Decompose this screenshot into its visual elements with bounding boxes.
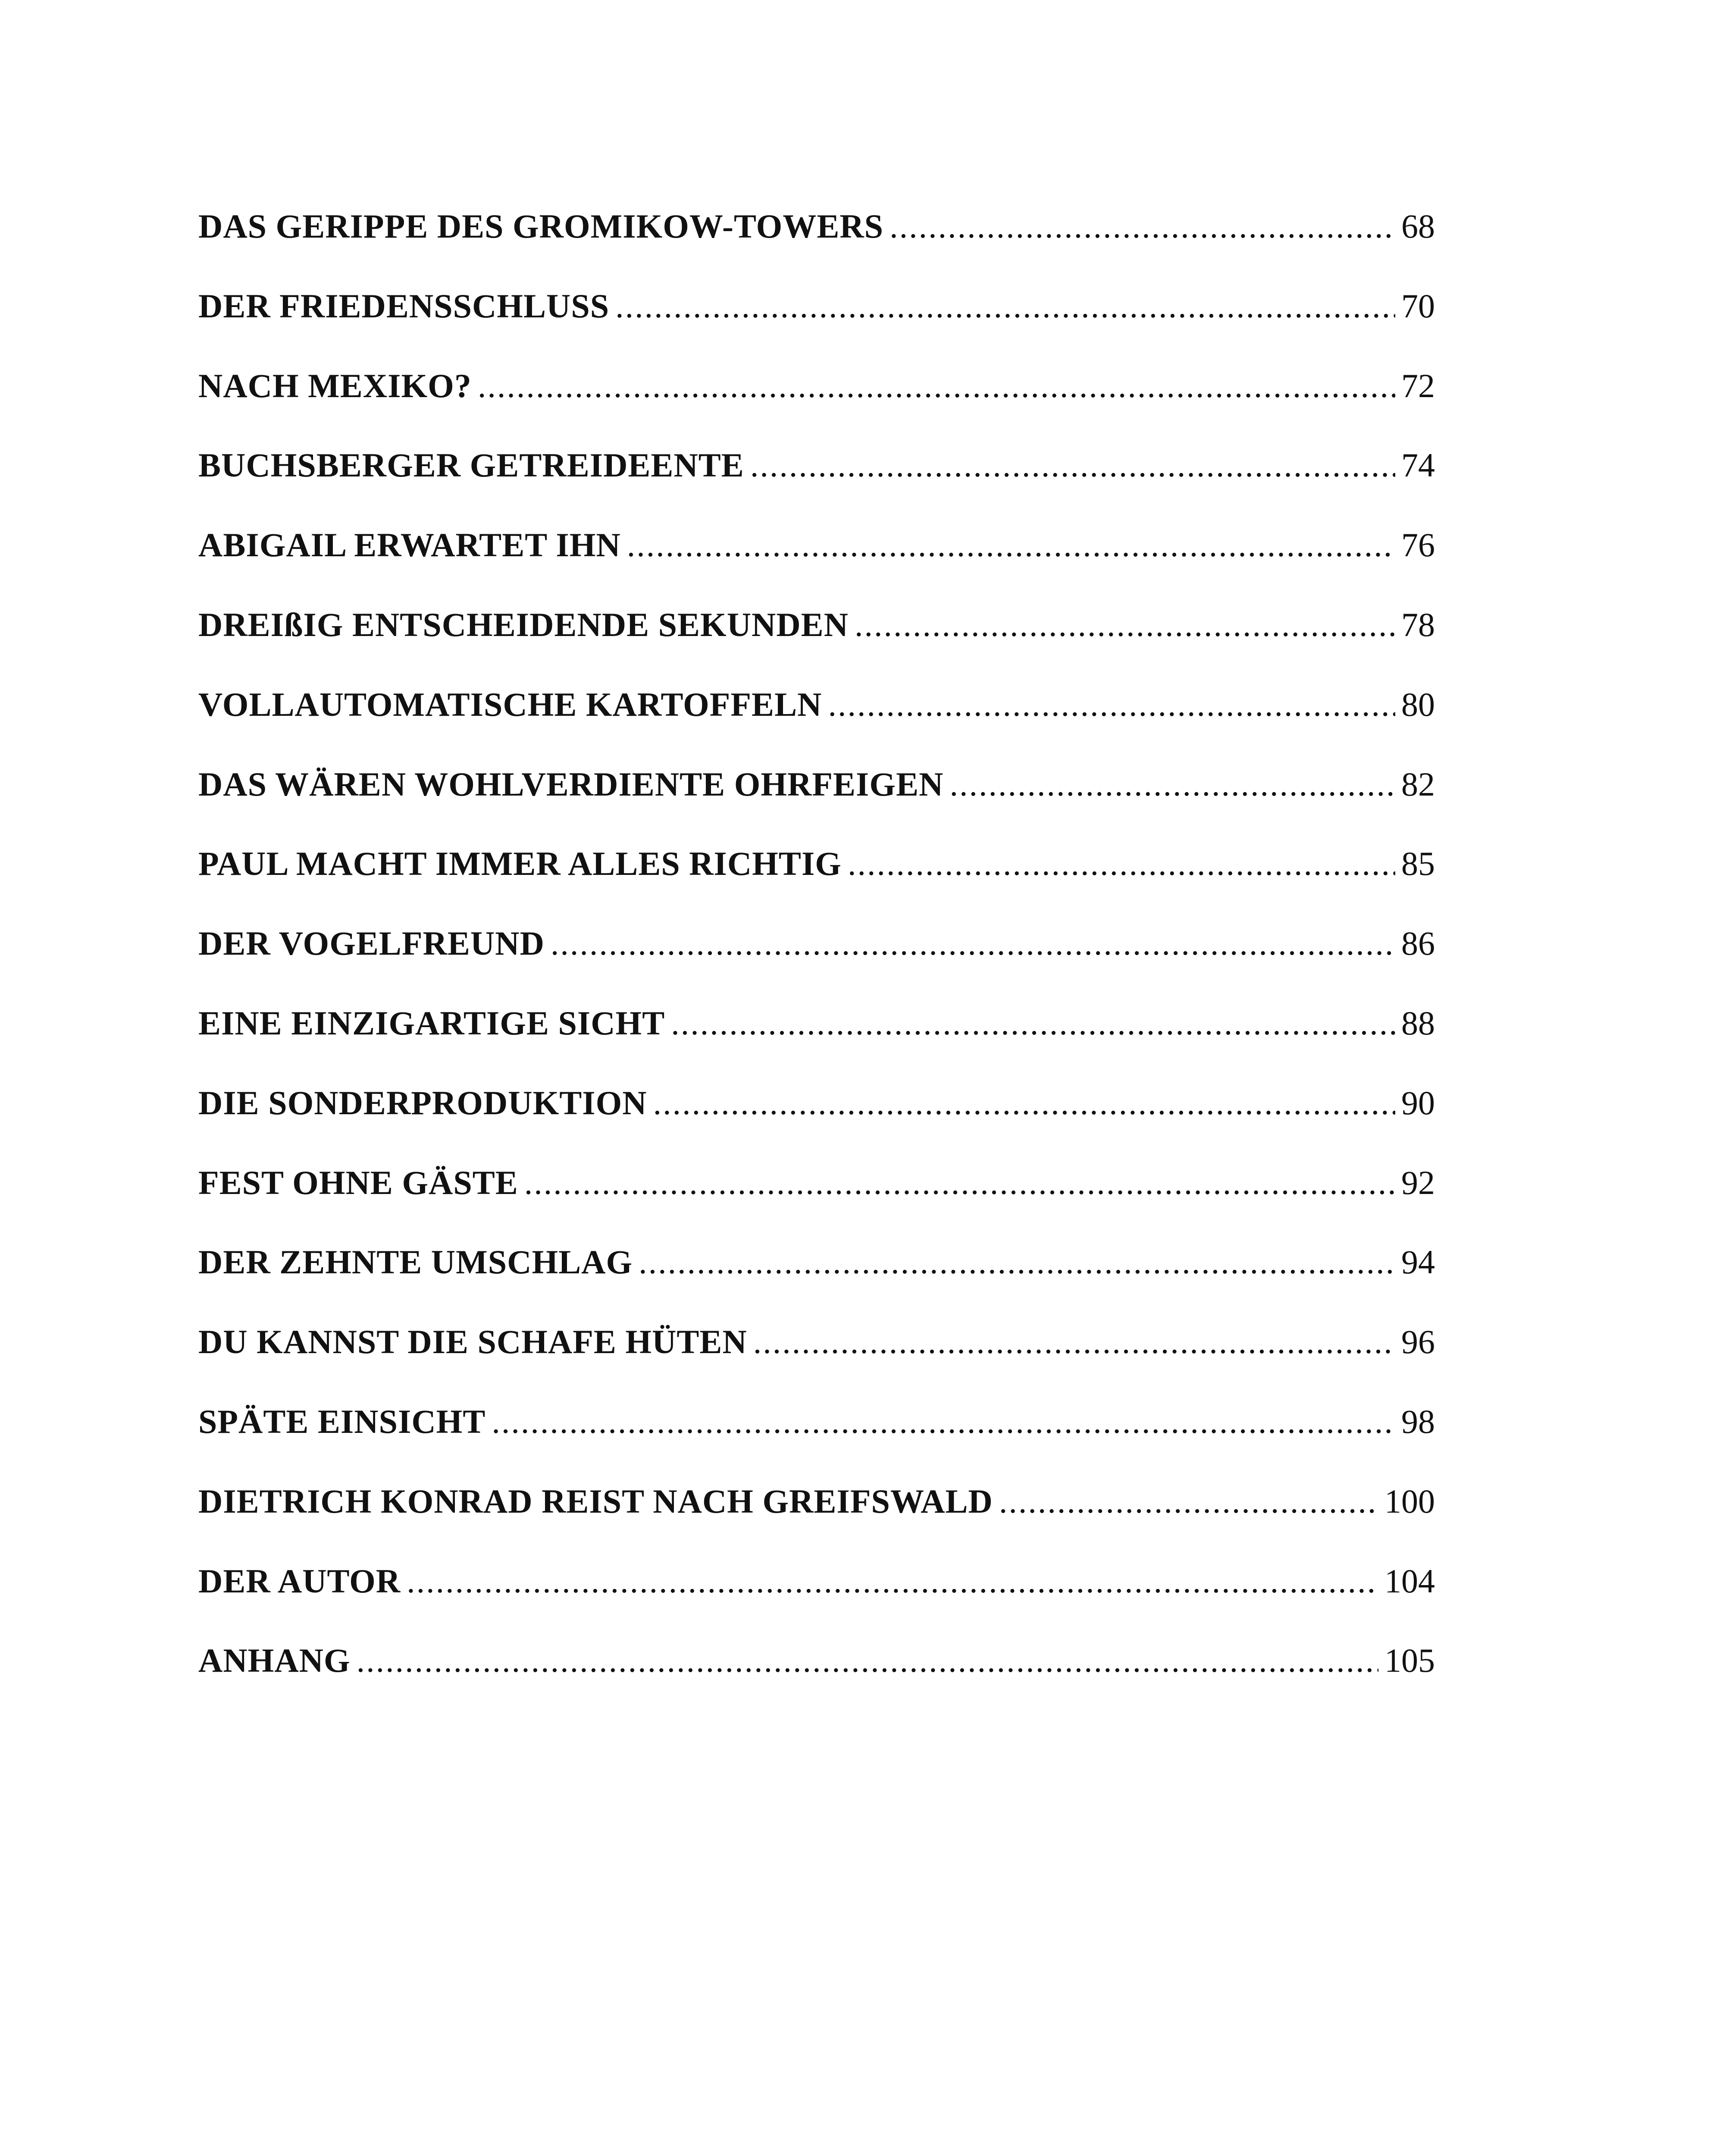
toc-entry[interactable] — [198, 601, 1435, 681]
toc-entry-title: FEST OHNE GÄSTE — [198, 1163, 518, 1201]
toc-entry[interactable] — [198, 1478, 1435, 1557]
toc-entry-page: 72 — [1401, 367, 1435, 404]
toc-entry-page: 74 — [1401, 446, 1435, 484]
toc-dot-leader — [949, 761, 1395, 808]
toc-dot-leader — [478, 362, 1395, 410]
toc-dot-leader — [855, 601, 1395, 649]
toc-entry-title: EINE EINZIGARTIGE SICHT — [198, 1004, 665, 1042]
toc-entry-title: BUCHSBERGER GETREIDEENTE — [198, 446, 744, 484]
toc-entry-page: 105 — [1384, 1642, 1435, 1680]
toc-entry-page: 80 — [1401, 685, 1435, 723]
toc-entry-title: DER AUTOR — [198, 1562, 401, 1600]
toc-entry-title: DIE SONDERPRODUKTION — [198, 1084, 647, 1122]
toc-entry-page: 90 — [1401, 1084, 1435, 1122]
toc-entry-title: DER ZEHNTE UMSCHLAG — [198, 1243, 633, 1281]
toc-entry[interactable] — [198, 442, 1435, 521]
toc-dot-leader — [828, 681, 1395, 728]
toc-entry-title: DAS WÄREN WOHLVERDIENTE OHRFEIGEN — [198, 765, 944, 803]
toc-entry-page: 78 — [1401, 605, 1435, 643]
toc-entry-page: 94 — [1401, 1243, 1435, 1281]
toc-entry[interactable] — [198, 920, 1435, 1000]
toc-entry-title: NACH MEXIKO? — [198, 367, 472, 404]
toc-entry[interactable] — [198, 282, 1435, 362]
toc-entry-title: DAS GERIPPE DES GROMIKOW-TOWERS — [198, 207, 884, 245]
toc-dot-leader — [999, 1478, 1378, 1525]
toc-entry[interactable] — [198, 1238, 1435, 1318]
toc-dot-leader — [627, 521, 1395, 569]
toc-entry[interactable] — [198, 521, 1435, 601]
toc-dot-leader — [671, 1000, 1395, 1047]
toc-entry-title: ABIGAIL ERWARTET IHN — [198, 526, 621, 564]
toc-dot-leader — [653, 1079, 1395, 1127]
toc-entry-title: DER FRIEDENSSCHLUSS — [198, 287, 610, 325]
toc-entry-title: VOLLAUTOMATISCHE KARTOFFELN — [198, 685, 822, 723]
toc-entry-title: DIETRICH KONRAD REIST NACH GREIFSWALD — [198, 1482, 993, 1520]
toc-dot-leader — [615, 282, 1395, 330]
toc-entry-page: 70 — [1401, 287, 1435, 325]
toc-entry[interactable] — [198, 362, 1435, 442]
toc-entry-title: ANHANG — [198, 1642, 351, 1680]
toc-entry-page: 98 — [1401, 1402, 1435, 1440]
toc-entry-title: DER VOGELFREUND — [198, 924, 545, 962]
toc-entry-title: DREIßIG ENTSCHEIDENDE SEKUNDEN — [198, 605, 849, 643]
toc-entry-page: 100 — [1384, 1482, 1435, 1520]
toc-entry-title: SPÄTE EINSICHT — [198, 1402, 486, 1440]
toc-entry-page: 88 — [1401, 1004, 1435, 1042]
toc-entry-title: PAUL MACHT IMMER ALLES RICHTIG — [198, 845, 842, 883]
toc-dot-leader — [407, 1557, 1378, 1605]
toc-entry-page: 76 — [1401, 526, 1435, 564]
toc-dot-leader — [551, 920, 1395, 967]
toc-entry[interactable] — [198, 203, 1435, 282]
toc-entry[interactable] — [198, 1318, 1435, 1398]
toc-entry-page: 92 — [1401, 1163, 1435, 1201]
toc-dot-leader — [889, 203, 1395, 250]
toc-entry[interactable] — [198, 1557, 1435, 1637]
toc-entry[interactable] — [198, 1000, 1435, 1079]
toc-dot-leader — [524, 1159, 1395, 1206]
toc-entry[interactable] — [198, 681, 1435, 761]
toc-entry[interactable] — [198, 761, 1435, 840]
toc-dot-leader — [750, 442, 1395, 489]
toc-entry[interactable] — [198, 1637, 1435, 1717]
toc-entry[interactable] — [198, 840, 1435, 920]
toc-entry-page: 96 — [1401, 1323, 1435, 1361]
toc-entry-page: 85 — [1401, 845, 1435, 883]
toc-entry-page: 104 — [1384, 1562, 1435, 1600]
toc-dot-leader — [753, 1318, 1395, 1366]
toc-dot-leader — [848, 840, 1395, 887]
toc-dot-leader — [492, 1398, 1395, 1445]
table-of-contents — [198, 203, 1435, 1717]
toc-entry[interactable] — [198, 1398, 1435, 1478]
toc-dot-leader — [357, 1637, 1378, 1684]
toc-entry-title: DU KANNST DIE SCHAFE HÜTEN — [198, 1323, 747, 1361]
toc-entry-page: 82 — [1401, 765, 1435, 803]
toc-entry[interactable] — [198, 1159, 1435, 1239]
toc-entry[interactable] — [198, 1079, 1435, 1159]
toc-entry-page: 68 — [1401, 207, 1435, 245]
toc-dot-leader — [639, 1238, 1395, 1286]
toc-entry-page: 86 — [1401, 924, 1435, 962]
